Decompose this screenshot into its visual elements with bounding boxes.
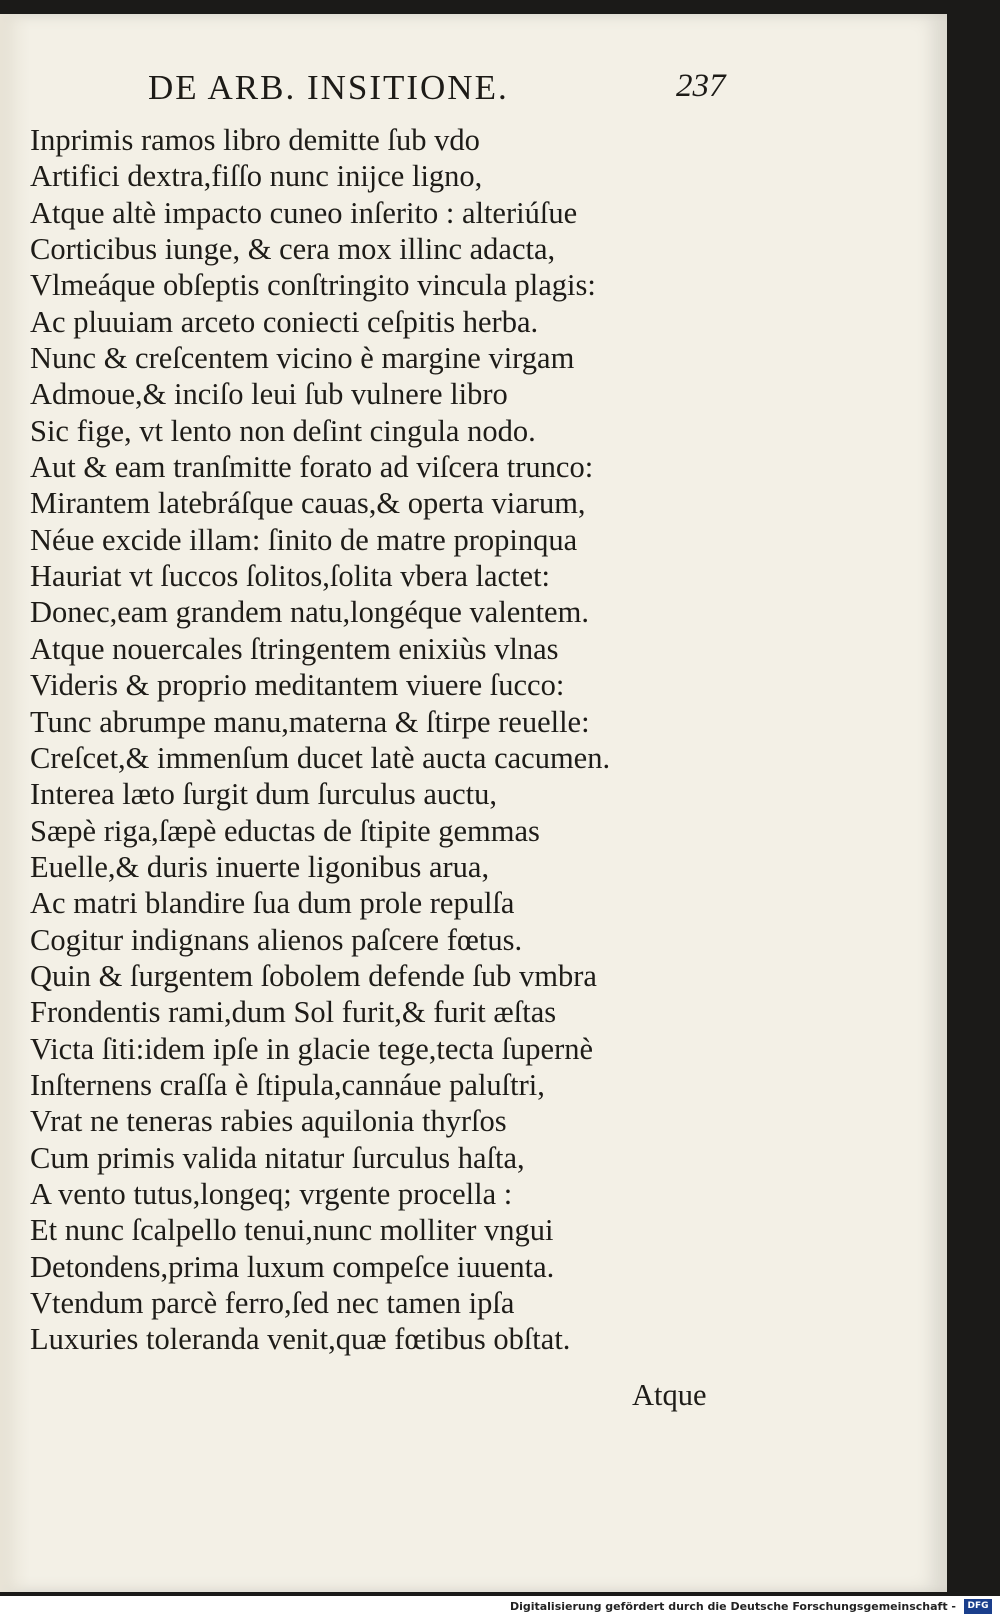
verse-line: Et nunc ſcalpello tenui,nunc molliter vngui	[30, 1213, 554, 1248]
catchword: Atque	[632, 1378, 707, 1412]
digitization-footer	[0, 1596, 1000, 1618]
verse-line: Interea læto ſurgit dum ſurculus auctu,	[30, 777, 498, 812]
verse-line: Victa ſiti:idem ipſe in glacie tege,tecta ſupernè	[30, 1031, 594, 1066]
verse-line: Hauriat vt ſuccos ſolitos,ſolita vbera lactet:	[30, 559, 551, 594]
verse-line: Néue excide illam: ſinito de matre propinqua	[30, 522, 578, 557]
verse-line: Atque altè impacto cuneo inſerito : alteriúſue	[30, 195, 578, 230]
running-head: DE ARB. INSITIONE.	[148, 68, 509, 107]
verse-line: Ac matri blandire ſua dum prole repulſa	[30, 886, 515, 921]
verse-line: Corticibus iunge, & cera mox illinc adacta,	[30, 232, 556, 267]
verse-line: Artifici dextra,fiſſo nunc inijce ligno,	[30, 159, 483, 194]
verse-line: Atque nouercales ſtringentem enixiùs vlnas	[30, 631, 559, 666]
verse-line: A vento tutus,longeq; vrgente procella :	[30, 1176, 513, 1211]
verse-line: Frondentis rami,dum Sol furit,& furit æſtas	[30, 995, 557, 1030]
verse-line: Videris & proprio meditantem viuere ſucco:	[30, 668, 565, 703]
verse-line: Luxuries toleranda venit,quæ fœtibus obſtat.	[30, 1322, 571, 1357]
verse-line: Ac pluuiam arceto coniecti ceſpitis herba.	[30, 304, 539, 339]
verse-line: Admoue,& inciſo leui ſub vulnere libro	[30, 377, 508, 412]
verse-line: Tunc abrumpe manu,materna & ſtirpe reuelle:	[30, 704, 590, 739]
verse-line: Vlmeáque obſeptis conſtringito vincula plagis:	[30, 268, 596, 303]
verse-line: Aut & eam tranſmitte forato ad viſcera trunco:	[30, 450, 594, 485]
page-number: 237	[676, 68, 726, 104]
book-page	[0, 14, 947, 1592]
verse-line: Cum primis valida nitatur ſurculus haſta,	[30, 1140, 525, 1175]
verse-text-block	[30, 122, 730, 1358]
verse-line: Nunc & creſcentem vicino è margine virgam	[30, 341, 575, 376]
page-gutter-shadow	[0, 14, 30, 1592]
verse-line: Inprimis ramos libro demitte ſub vdo	[30, 123, 480, 157]
verse-line: Donec,eam grandem natu,longéque valentem.	[30, 595, 589, 630]
verse-line: Cogitur indignans alienos paſcere fœtus.	[30, 922, 523, 957]
verse-line: Inſternens craſſa è ſtipula,cannáue paluſtri,	[30, 1067, 545, 1102]
digitization-note: Digitalisierung gefördert durch die Deutsche Forschungsgemeinschaft -	[509, 1600, 956, 1613]
verse-line: Sic fige, vt lento non deſint cingula nodo.	[30, 413, 536, 448]
verse-line: Euelle,& duris inuerte ligonibus arua,	[30, 849, 490, 884]
verse-line: Detondens,prima luxum compeſce iuuenta.	[30, 1249, 555, 1284]
dfg-logo-icon: DFG	[964, 1599, 992, 1614]
verse-line: Quin & ſurgentem ſobolem defende ſub vmbra	[30, 958, 597, 993]
verse-line: Vtendum parcè ferro,ſed nec tamen ipſa	[30, 1286, 515, 1320]
verse-line: Vrat ne teneras rabies aquilonia thyrſos	[30, 1104, 507, 1139]
verse-line: Sæpè riga,ſæpè eductas de ſtipite gemmas	[30, 813, 540, 848]
verse-line: Mirantem latebráſque cauas,& operta viarum,	[30, 486, 586, 521]
verse-line: Creſcet,& immenſum ducet latè aucta cacumen.	[30, 740, 611, 775]
